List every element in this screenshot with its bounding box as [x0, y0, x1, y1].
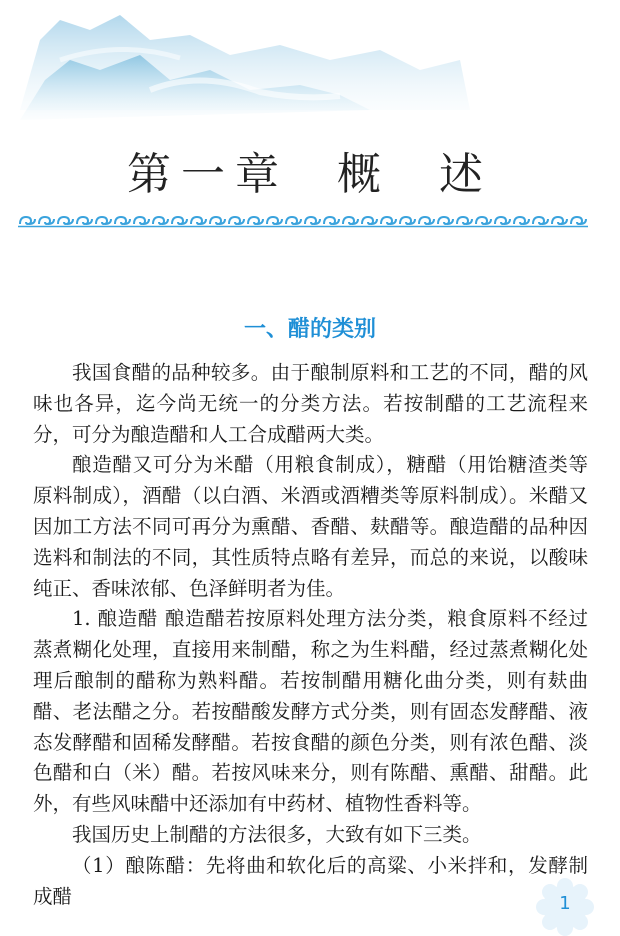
mountain-landscape-illustration: [0, 0, 620, 140]
paragraph: 酿造醋又可分为米醋（用粮食制成），糖醋（用饴糖渣类等原料制成），酒醋（以白酒、米酒或酒糟类等原料制成）。米醋又因加工方法不同可再分为熏醋、香醋、麸醋等。酿造醋的品种因选料和制法的不同，其性质特点略有差异，而总的来说，以酸味纯正、香味浓郁、色泽鲜明者为佳。: [33, 453, 588, 600]
paragraph: 我国食醋的品种较多。由于酿制原料和工艺的不同，醋的风味也各异，迄今尚无统一的分类方法。若按制醋的工艺流程来分，可分为酿造醋和人工合成醋两大类。: [33, 361, 588, 446]
section-heading: 一、醋的类别: [243, 317, 376, 342]
paragraph: 我国历史上制醋的方法很多，大致有如下三类。: [72, 822, 482, 846]
paragraph: 1. 酿造醋 酿造醋若按原料处理方法分类，粮食原料不经过蒸煮糊化处理，直接用来制醋，称之为生料醋，经过蒸煮糊化处理后酿制的醋称为熟料醋。若按制醋用糖化曲分类，则有麸曲醋、老法醋之分。若按醋酸发酵方式分类，则有固态发酵醋、液态发酵醋和固稀发酵醋。若按食醋的颜色分类，则有浓色醋、淡色醋和白（米）醋。若按风味来分，则有陈醋、熏醋、甜醋。此外，有些风味醋中还添加有中药材、植物性香料等。: [33, 607, 588, 816]
cloud-pattern-divider: [18, 212, 588, 228]
page-number: 1: [559, 893, 571, 914]
chapter-title: 第一章 概 述: [127, 149, 493, 200]
paragraph: （1）酿陈醋：先将曲和软化后的高粱、小米拌和，发酵制成醋: [33, 853, 588, 908]
body-text: [33, 358, 588, 912]
